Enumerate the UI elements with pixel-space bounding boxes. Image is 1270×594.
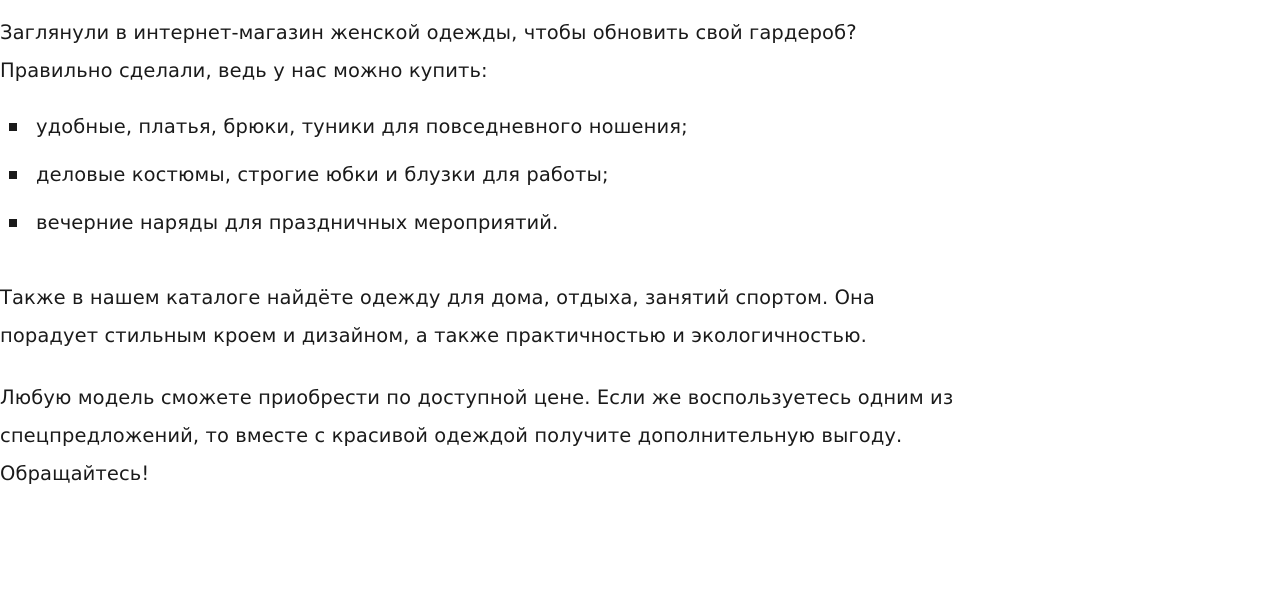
list-item <box>0 112 1270 141</box>
list-item <box>0 208 1270 237</box>
bullet-square-icon <box>9 171 17 179</box>
list-item-label: вечерние наряды для праздничных мероприятий. <box>36 211 559 234</box>
catalog-line-1: Также в нашем каталоге найдёте одежду для дома, отдыха, занятий спортом. Она <box>0 286 875 309</box>
product-list <box>0 112 1270 237</box>
list-item <box>0 160 1270 189</box>
pricing-line-1: Любую модель сможете приобрести по доступной цене. Если же воспользуетесь одним из <box>0 386 954 409</box>
bullet-square-icon <box>9 123 17 131</box>
section-spacer <box>0 256 1270 279</box>
intro-line-1: Заглянули в интернет-магазин женской одежды, чтобы обновить свой гардероб? <box>0 21 857 44</box>
intro-line-2: Правильно сделали, ведь у нас можно купить: <box>0 59 488 82</box>
bullet-square-icon <box>9 219 17 227</box>
list-item-label: деловые костюмы, строгие юбки и блузки для работы; <box>36 163 609 186</box>
list-item-label: удобные, платья, брюки, туники для повседневного ношения; <box>36 115 688 138</box>
pricing-paragraph <box>0 379 1270 493</box>
pricing-line-2: спецпредложений, то вместе с красивой одеждой получите дополнительную выгоду. <box>0 424 903 447</box>
catalog-paragraph <box>0 279 1270 355</box>
intro-paragraph <box>0 14 1270 90</box>
catalog-line-2: порадует стильным кроем и дизайном, а также практичностью и экологичностью. <box>0 324 867 347</box>
pricing-line-3: Обращайтесь! <box>0 462 150 485</box>
